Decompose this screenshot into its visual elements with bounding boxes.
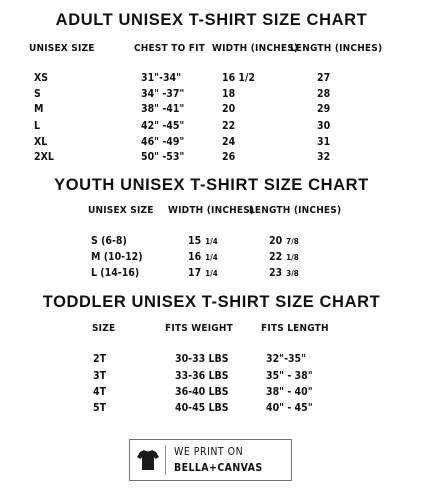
adult-length: 32 <box>317 151 331 163</box>
adult-header-chest: CHEST TO FIT <box>134 43 205 54</box>
adult-length: 29 <box>317 103 331 115</box>
adult-header-size: UNISEX SIZE <box>29 43 95 54</box>
adult-chest: 31"-34" <box>141 72 182 84</box>
adult-chest: 50" -53" <box>141 151 185 163</box>
toddler-header-weight: FITS WEIGHT <box>165 323 233 334</box>
youth-length: 23 3/8 <box>269 267 299 279</box>
adult-width: 16 1/2 <box>222 72 256 84</box>
toddler-size: 3T <box>93 370 107 382</box>
toddler-size: 2T <box>93 353 107 365</box>
badge-divider <box>165 445 166 475</box>
badge-brand-name: BELLA+CANVAS <box>174 462 263 474</box>
adult-size: XS <box>34 72 49 84</box>
youth-length: 20 7/8 <box>269 235 299 247</box>
tshirt-icon <box>136 448 160 476</box>
toddler-weight: 30-33 LBS <box>175 353 229 365</box>
adult-chart-title: ADULT UNISEX T-SHIRT SIZE CHART <box>55 11 368 29</box>
youth-size: L (14-16) <box>91 267 140 279</box>
toddler-size: 4T <box>93 386 107 398</box>
youth-header-size: UNISEX SIZE <box>88 205 154 216</box>
youth-size: S (6-8) <box>91 235 127 247</box>
adult-header-length: LENGTH (INCHES) <box>290 43 383 54</box>
adult-header-width: WIDTH (INCHES) <box>212 43 299 54</box>
adult-length: 30 <box>317 120 331 132</box>
youth-header-length: LENGTH (INCHES) <box>249 205 342 216</box>
adult-width: 18 <box>222 88 236 100</box>
adult-chest: 46" -49" <box>141 136 185 148</box>
print-on-badge <box>129 439 292 481</box>
toddler-length: 40" - 45" <box>266 402 313 414</box>
youth-size: M (10-12) <box>91 251 143 263</box>
toddler-weight: 36-40 LBS <box>175 386 229 398</box>
youth-header-width: WIDTH (INCHES) <box>168 205 255 216</box>
adult-length: 28 <box>317 88 331 100</box>
adult-width: 20 <box>222 103 236 115</box>
badge-text-line1: WE PRINT ON <box>174 446 244 458</box>
adult-length: 27 <box>317 72 331 84</box>
adult-width: 24 <box>222 136 236 148</box>
adult-width: 26 <box>222 151 236 163</box>
youth-width: 17 1/4 <box>188 267 218 279</box>
toddler-length: 38" - 40" <box>266 386 313 398</box>
toddler-length: 32"-35" <box>266 353 307 365</box>
youth-chart-title: YOUTH UNISEX T-SHIRT SIZE CHART <box>54 176 369 194</box>
adult-size: 2XL <box>34 151 54 163</box>
toddler-length: 35" - 38" <box>266 370 313 382</box>
youth-width: 16 1/4 <box>188 251 218 263</box>
toddler-header-size: SIZE <box>92 323 116 334</box>
adult-size: XL <box>34 136 48 148</box>
adult-length: 31 <box>317 136 331 148</box>
toddler-weight: 33-36 LBS <box>175 370 229 382</box>
adult-chest: 42" -45" <box>141 120 185 132</box>
youth-length: 22 1/8 <box>269 251 299 263</box>
adult-chest: 34" -37" <box>141 88 185 100</box>
toddler-chart-title: TODDLER UNISEX T-SHIRT SIZE CHART <box>42 293 381 311</box>
toddler-size: 5T <box>93 402 107 414</box>
adult-chest: 38" -41" <box>141 103 185 115</box>
adult-width: 22 <box>222 120 236 132</box>
adult-size: M <box>34 103 44 115</box>
adult-size: S <box>34 88 41 100</box>
adult-size: L <box>34 120 41 132</box>
youth-width: 15 1/4 <box>188 235 218 247</box>
toddler-weight: 40-45 LBS <box>175 402 229 414</box>
toddler-header-length: FITS LENGTH <box>261 323 329 334</box>
